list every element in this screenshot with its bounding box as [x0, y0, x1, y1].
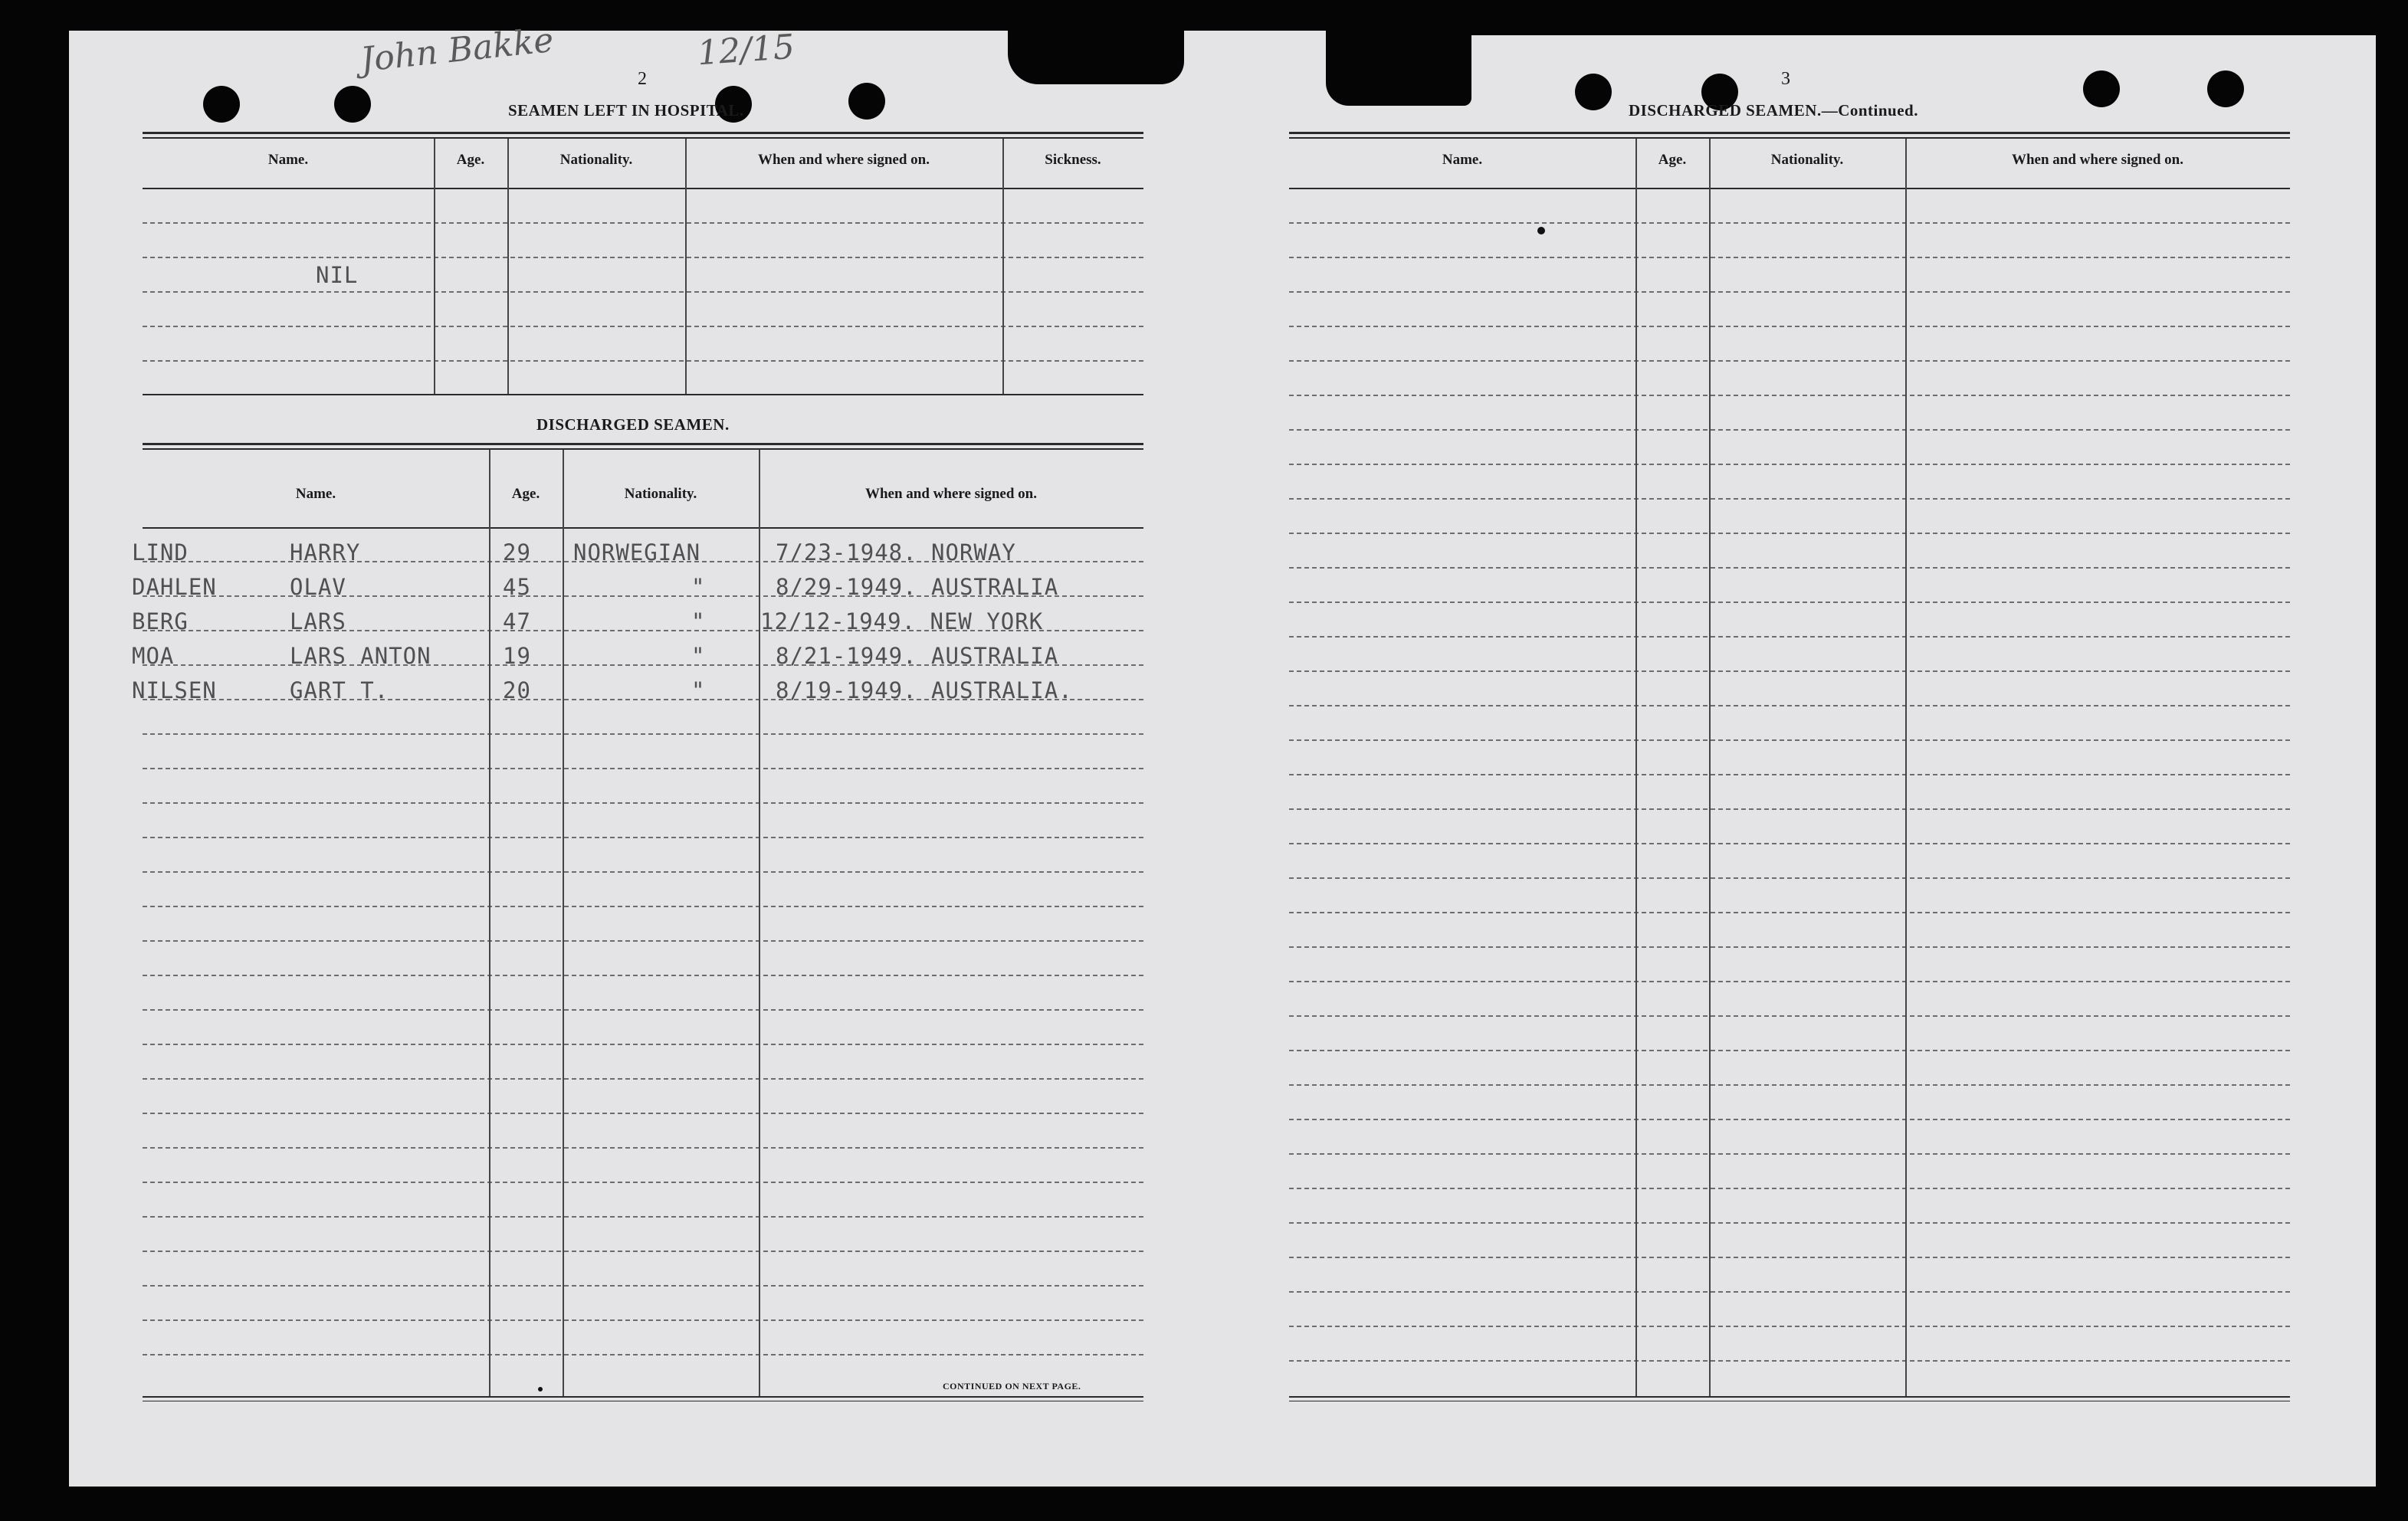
hospital-entry: NIL	[316, 262, 359, 288]
nationality-cell: "	[691, 574, 706, 600]
right-page	[1219, 31, 2376, 1487]
col-name: Name.	[1442, 152, 1483, 168]
discharged-continued-table	[1289, 132, 2290, 1419]
nationality-cell: "	[691, 643, 706, 669]
surname-cell: LIND	[132, 539, 189, 565]
handwritten-mark: 12/15	[696, 27, 796, 74]
signed-on-cell: 8/29-1949. AUSTRALIA	[776, 574, 1059, 600]
left-page	[69, 31, 1219, 1487]
col-name: Name.	[267, 152, 309, 168]
col-signed-on: When and where signed on.	[2011, 152, 2183, 168]
age-cell: 19	[503, 643, 531, 669]
col-name: Name.	[295, 486, 336, 502]
ledger-sheet	[69, 20, 2376, 1487]
age-cell: 47	[503, 608, 531, 634]
surname-cell: BERG	[132, 608, 189, 634]
ink-speck	[538, 1387, 543, 1392]
discharged-continued-title: DISCHARGED SEAMEN.—Continued.	[1629, 101, 1918, 120]
page-number: 2	[638, 69, 647, 89]
given-name-cell: LARS ANTON	[290, 643, 431, 669]
age-cell: 20	[503, 677, 531, 703]
nationality-cell: "	[691, 608, 706, 634]
surname-cell: MOA	[132, 643, 175, 669]
discharged-section-title: DISCHARGED SEAMEN.	[536, 415, 730, 434]
given-name-cell: GART T.	[290, 677, 389, 703]
ink-speck	[1537, 227, 1545, 234]
given-name-cell: HARRY	[290, 539, 361, 565]
discharged-table	[132, 443, 1143, 1408]
col-age: Age.	[1658, 152, 1687, 168]
col-signed-on: When and where signed on.	[757, 152, 930, 168]
given-name-cell: OLAV	[290, 574, 346, 600]
hospital-section-title: SEAMEN LEFT IN HOSPITAL.	[508, 101, 744, 120]
signed-on-cell: 8/19-1949. AUSTRALIA.	[776, 677, 1073, 703]
col-nationality: Nationality.	[559, 152, 633, 168]
continued-note: CONTINUED ON NEXT PAGE.	[943, 1381, 1081, 1392]
col-signed-on: When and where signed on.	[864, 486, 1037, 502]
hospital-table	[143, 132, 1143, 404]
page-number: 3	[1781, 69, 1790, 89]
signed-on-cell: 7/23-1948. NORWAY	[776, 539, 1016, 565]
age-cell: 45	[503, 574, 531, 600]
handwritten-name: John Bakke	[359, 20, 556, 80]
signed-on-cell: 12/12-1949. NEW YORK	[760, 608, 1044, 634]
col-age: Age.	[456, 152, 485, 168]
nationality-cell: NORWEGIAN	[573, 539, 701, 565]
col-age: Age.	[511, 486, 540, 502]
signed-on-cell: 8/21-1949. AUSTRALIA	[776, 643, 1059, 669]
surname-cell: DAHLEN	[132, 574, 217, 600]
col-sickness: Sickness.	[1045, 152, 1101, 168]
col-nationality: Nationality.	[1770, 152, 1844, 168]
given-name-cell: LARS	[290, 608, 346, 634]
col-nationality: Nationality.	[624, 486, 697, 502]
age-cell: 29	[503, 539, 531, 565]
surname-cell: NILSEN	[132, 677, 217, 703]
nationality-cell: "	[691, 677, 706, 703]
